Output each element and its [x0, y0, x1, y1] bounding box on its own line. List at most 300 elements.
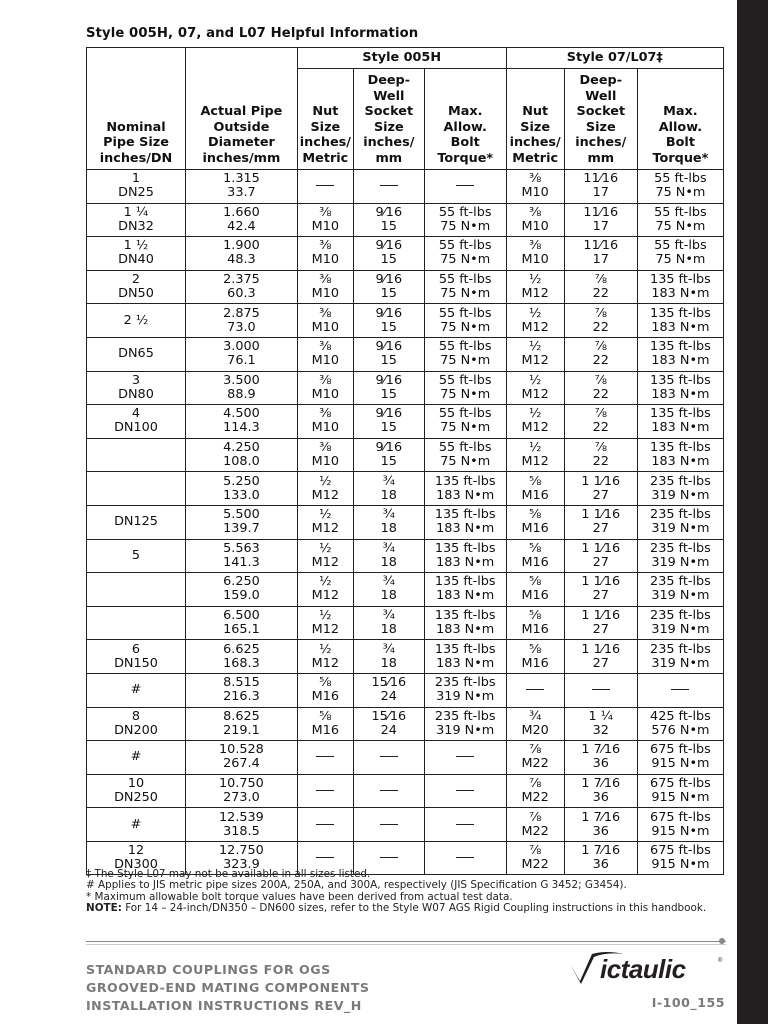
cell-07-socket	[564, 170, 637, 204]
cell-07-torque-primary: 235 ft-lbs	[650, 540, 711, 556]
not-applicable-dash	[316, 857, 334, 858]
cell-07-torque-primary: 675 ft-lbs	[650, 742, 711, 758]
cell-07-socket-primary: ⅞	[594, 440, 607, 456]
table-row	[87, 337, 724, 371]
footnote-l07: ‡ The Style L07 may not be available in all sizes listed.	[86, 868, 371, 880]
cell-005h-torque-secondary: 319 N•m	[436, 722, 495, 738]
header-005h-socket-size: Deep- Well Socket Size inches/ mm	[353, 69, 424, 170]
cell-nominal-size	[87, 539, 186, 573]
cell-07-torque-primary: 135 ft-lbs	[650, 305, 711, 321]
cell-07-torque	[637, 707, 723, 741]
cell-07-torque	[637, 337, 723, 371]
cell-outside-diameter	[185, 606, 297, 640]
cell-005h-torque	[424, 270, 506, 304]
cell-nominal-size	[87, 573, 186, 607]
cell-07-torque	[637, 673, 723, 707]
cell-005h-socket-secondary: 24	[380, 689, 397, 705]
cell-07-socket-secondary: 22	[592, 454, 609, 470]
cell-07-nut	[506, 640, 564, 674]
cell-07-torque-secondary: 75 N•m	[655, 185, 706, 201]
cell-005h-socket	[353, 573, 424, 607]
cell-005h-socket-secondary: 15	[380, 252, 397, 268]
cell-outside-diameter-secondary: 139.7	[223, 521, 260, 537]
cell-outside-diameter	[185, 707, 297, 741]
cell-nominal-size-primary: 12	[127, 843, 145, 859]
cell-nominal-size	[87, 472, 186, 506]
cell-005h-nut-secondary: M10	[311, 386, 339, 402]
cell-07-torque-primary: 425 ft-lbs	[650, 708, 711, 724]
cell-07-socket-primary: 1 1⁄16	[581, 574, 621, 590]
header-nominal-pipe-size: Nominal Pipe Size inches/DN	[87, 48, 186, 170]
table-row	[87, 371, 724, 405]
cell-outside-diameter-secondary: 133.0	[223, 487, 260, 503]
cell-005h-socket-primary: 15⁄16	[371, 675, 407, 691]
cell-07-torque-primary: 55 ft-lbs	[654, 171, 707, 187]
cell-07-nut-primary: ⅜	[528, 204, 542, 220]
cell-005h-torque-secondary: 183 N•m	[436, 655, 495, 671]
cell-07-torque-primary: 235 ft-lbs	[650, 473, 711, 489]
cell-07-socket-secondary: 27	[592, 655, 609, 671]
cell-nominal-size-secondary: DN50	[118, 286, 154, 302]
cell-005h-nut	[297, 472, 353, 506]
cell-outside-diameter-primary: 4.250	[223, 440, 260, 456]
cell-005h-nut	[297, 237, 353, 271]
cell-005h-nut-primary: ½	[319, 608, 332, 624]
cell-07-socket	[564, 774, 637, 808]
cell-outside-diameter-secondary: 165.1	[223, 622, 260, 638]
cell-07-socket-secondary: 22	[592, 420, 609, 436]
cell-07-nut	[506, 170, 564, 204]
cell-07-socket	[564, 673, 637, 707]
cell-outside-diameter	[185, 640, 297, 674]
cell-outside-diameter-primary: 6.500	[223, 608, 260, 624]
not-applicable-dash	[380, 824, 398, 825]
footer-divider-dot	[719, 938, 725, 944]
cell-outside-diameter-secondary: 76.1	[227, 353, 256, 369]
cell-outside-diameter	[185, 237, 297, 271]
cell-005h-torque-primary: 55 ft-lbs	[438, 305, 492, 321]
cell-07-torque-secondary: 319 N•m	[651, 622, 710, 638]
cell-07-nut-primary: ⅞	[528, 843, 542, 859]
cell-005h-nut-primary: ⅜	[319, 440, 332, 456]
cell-005h-nut-primary: ½	[319, 574, 332, 590]
cell-005h-socket	[353, 170, 424, 204]
cell-005h-nut-secondary: M12	[311, 554, 339, 570]
cell-outside-diameter-secondary: 273.0	[223, 789, 260, 805]
cell-07-socket	[564, 539, 637, 573]
cell-005h-nut-secondary: M12	[311, 487, 339, 503]
cell-07-socket	[564, 573, 637, 607]
header-07-bolt-torque: Max. Allow. Bolt Torque*	[637, 69, 723, 170]
cell-005h-socket-primary: 9⁄16	[375, 406, 403, 422]
table-row	[87, 673, 724, 707]
cell-outside-diameter-primary: 1.660	[223, 204, 260, 220]
cell-07-torque	[637, 808, 723, 842]
not-applicable-dash	[671, 689, 689, 690]
cell-outside-diameter-secondary: 267.4	[223, 756, 260, 772]
cell-07-socket-secondary: 36	[592, 823, 609, 839]
cell-07-torque-secondary: 183 N•m	[651, 386, 710, 402]
cell-005h-nut-primary: ½	[319, 540, 332, 556]
cell-07-socket-primary: 1 1⁄16	[581, 507, 621, 523]
svg-text:®: ®	[718, 958, 723, 964]
header-group-style-07-l07: Style 07/L07‡	[506, 48, 723, 69]
not-applicable-dash	[526, 689, 544, 690]
cell-outside-diameter	[185, 673, 297, 707]
cell-outside-diameter	[185, 438, 297, 472]
cell-005h-torque-secondary: 319 N•m	[436, 689, 495, 705]
cell-005h-nut-secondary: M10	[311, 218, 339, 234]
header-07-nut-size: Nut Size inches/ Metric	[506, 69, 564, 170]
cell-07-nut-secondary: M16	[521, 487, 549, 503]
cell-005h-nut	[297, 539, 353, 573]
cell-07-nut	[506, 774, 564, 808]
cell-005h-torque	[424, 741, 506, 775]
footer-line-2: GROOVED-END MATING COMPONENTS	[86, 980, 370, 995]
cell-nominal-size-secondary: DN150	[114, 655, 158, 671]
cell-07-torque	[637, 640, 723, 674]
cell-07-socket	[564, 203, 637, 237]
cell-07-torque-primary: 235 ft-lbs	[650, 574, 711, 590]
cell-nominal-size-secondary: DN65	[118, 346, 154, 362]
cell-07-socket-primary: 11⁄16	[583, 171, 619, 187]
page-number: I-100_155	[651, 995, 725, 1010]
cell-005h-torque	[424, 371, 506, 405]
cell-005h-nut-secondary: M10	[311, 454, 339, 470]
cell-005h-nut-secondary: M12	[311, 622, 339, 638]
cell-07-nut-primary: ⅝	[528, 473, 542, 489]
cell-nominal-size-primary: 4	[131, 406, 141, 422]
cell-outside-diameter-secondary: 42.4	[227, 218, 256, 234]
not-applicable-dash	[316, 824, 334, 825]
cell-07-nut-secondary: M16	[521, 521, 549, 537]
cell-07-nut-secondary: M12	[521, 420, 549, 436]
cell-07-torque	[637, 438, 723, 472]
cell-07-torque	[637, 203, 723, 237]
cell-outside-diameter-primary: 5.500	[223, 507, 260, 523]
cell-07-torque-primary: 135 ft-lbs	[650, 339, 711, 355]
cell-005h-torque	[424, 673, 506, 707]
cell-07-socket	[564, 707, 637, 741]
not-applicable-dash	[380, 756, 398, 757]
cell-005h-torque-secondary: 75 N•m	[440, 386, 491, 402]
svg-text:ictaulic: ictaulic	[600, 954, 686, 984]
cell-07-socket	[564, 640, 637, 674]
cell-07-nut-primary: ⅜	[528, 238, 542, 254]
cell-07-torque-secondary: 319 N•m	[651, 588, 710, 604]
cell-nominal-size	[87, 405, 186, 439]
cell-07-torque-primary: 675 ft-lbs	[650, 843, 711, 859]
not-applicable-dash	[380, 857, 398, 858]
cell-07-socket-primary: 11⁄16	[583, 204, 619, 220]
cell-005h-socket-primary: 9⁄16	[375, 204, 403, 220]
cell-005h-torque-primary: 135 ft-lbs	[434, 641, 496, 657]
cell-005h-socket-secondary: 18	[380, 554, 397, 570]
cell-07-socket	[564, 337, 637, 371]
cell-005h-torque	[424, 170, 506, 204]
cell-07-torque	[637, 405, 723, 439]
cell-nominal-size-primary: #	[130, 682, 142, 698]
cell-07-socket-primary: 1 1⁄16	[581, 473, 621, 489]
cell-07-nut-secondary: M10	[521, 185, 549, 201]
cell-005h-torque	[424, 237, 506, 271]
table-row	[87, 203, 724, 237]
cell-005h-torque	[424, 573, 506, 607]
cell-005h-socket-secondary: 15	[380, 420, 397, 436]
cell-nominal-size-primary: 3	[131, 372, 141, 388]
cell-07-torque	[637, 505, 723, 539]
cell-outside-diameter	[185, 270, 297, 304]
cell-outside-diameter-secondary: 219.1	[223, 722, 260, 738]
table-row	[87, 438, 724, 472]
cell-005h-nut-secondary: M10	[311, 420, 339, 436]
cell-005h-torque	[424, 539, 506, 573]
cell-005h-socket	[353, 371, 424, 405]
cell-outside-diameter-secondary: 73.0	[227, 319, 256, 335]
cell-005h-torque	[424, 774, 506, 808]
cell-outside-diameter	[185, 808, 297, 842]
cell-nominal-size-primary: 2 ½	[123, 312, 149, 328]
cell-07-torque	[637, 170, 723, 204]
cell-005h-socket-secondary: 18	[380, 487, 397, 503]
cell-outside-diameter-secondary: 48.3	[227, 252, 256, 268]
cell-07-socket-secondary: 22	[592, 386, 609, 402]
cell-07-nut-secondary: M20	[521, 722, 549, 738]
cell-outside-diameter-secondary: 33.7	[227, 185, 256, 201]
cell-005h-nut	[297, 573, 353, 607]
cell-005h-socket	[353, 606, 424, 640]
cell-005h-nut-secondary: M12	[311, 655, 339, 671]
cell-07-socket-secondary: 17	[592, 252, 609, 268]
cell-07-socket-secondary: 32	[592, 722, 609, 738]
cell-005h-torque-secondary: 75 N•m	[440, 319, 491, 335]
table-row	[87, 270, 724, 304]
cell-005h-nut-secondary: M12	[311, 521, 339, 537]
cell-07-socket-secondary: 27	[592, 554, 609, 570]
cell-outside-diameter-primary: 5.250	[223, 473, 260, 489]
header-group-style-005h: Style 005H	[297, 48, 506, 69]
cell-005h-socket	[353, 438, 424, 472]
cell-outside-diameter-primary: 10.528	[219, 742, 264, 758]
cell-005h-socket	[353, 237, 424, 271]
cell-005h-nut-secondary: M10	[311, 286, 339, 302]
cell-005h-socket	[353, 774, 424, 808]
cell-005h-socket	[353, 337, 424, 371]
cell-005h-socket-primary: ¾	[382, 507, 396, 523]
cell-005h-torque-secondary: 183 N•m	[436, 521, 495, 537]
cell-07-nut-primary: ⅝	[528, 641, 542, 657]
cell-07-socket-primary: 1 7⁄16	[581, 843, 621, 859]
cell-outside-diameter	[185, 774, 297, 808]
cell-nominal-size-secondary: DN250	[114, 789, 158, 805]
cell-005h-torque-secondary: 75 N•m	[440, 454, 491, 470]
cell-07-nut	[506, 304, 564, 338]
cell-005h-nut	[297, 270, 353, 304]
cell-005h-socket-primary: ¾	[382, 574, 396, 590]
cell-07-nut-secondary: M16	[521, 588, 549, 604]
cell-outside-diameter	[185, 472, 297, 506]
cell-005h-torque	[424, 203, 506, 237]
cell-005h-socket-primary: 9⁄16	[375, 238, 403, 254]
cell-005h-socket	[353, 270, 424, 304]
cell-005h-nut	[297, 640, 353, 674]
cell-005h-socket-primary: 9⁄16	[375, 305, 403, 321]
cell-nominal-size-secondary: DN32	[118, 218, 154, 234]
cell-07-torque-secondary: 915 N•m	[651, 789, 710, 805]
cell-07-nut	[506, 606, 564, 640]
cell-005h-torque	[424, 808, 506, 842]
cell-outside-diameter-primary: 12.750	[219, 843, 264, 859]
cell-outside-diameter-secondary: 323.9	[223, 857, 260, 873]
not-applicable-dash	[592, 689, 610, 690]
cell-outside-diameter	[185, 405, 297, 439]
cell-005h-nut-primary: ½	[319, 641, 332, 657]
cell-07-nut-secondary: M12	[521, 353, 549, 369]
cell-outside-diameter-secondary: 108.0	[223, 454, 260, 470]
table-row	[87, 741, 724, 775]
cell-outside-diameter-secondary: 60.3	[227, 286, 256, 302]
cell-07-torque-secondary: 319 N•m	[651, 521, 710, 537]
cell-005h-nut	[297, 673, 353, 707]
cell-005h-torque-primary: 235 ft-lbs	[434, 675, 496, 691]
cell-outside-diameter	[185, 573, 297, 607]
cell-07-torque	[637, 270, 723, 304]
cell-005h-nut	[297, 707, 353, 741]
cell-005h-nut-secondary: M10	[311, 252, 339, 268]
cell-07-socket	[564, 606, 637, 640]
cell-outside-diameter	[185, 371, 297, 405]
cell-005h-socket-primary: ¾	[382, 540, 396, 556]
cell-005h-socket-primary: 9⁄16	[375, 339, 403, 355]
cell-outside-diameter-primary: 4.500	[223, 406, 260, 422]
cell-005h-socket-primary: 15⁄16	[371, 708, 407, 724]
cell-07-torque-secondary: 915 N•m	[651, 823, 710, 839]
cell-005h-nut	[297, 438, 353, 472]
cell-07-torque	[637, 237, 723, 271]
table-row	[87, 808, 724, 842]
cell-005h-socket-secondary: 15	[380, 319, 397, 335]
page-edge-bar	[737, 0, 768, 1024]
cell-005h-socket-secondary: 15	[380, 353, 397, 369]
cell-nominal-size	[87, 741, 186, 775]
cell-07-socket	[564, 371, 637, 405]
cell-005h-socket-secondary: 15	[380, 286, 397, 302]
cell-nominal-size	[87, 673, 186, 707]
cell-07-nut-secondary: M12	[521, 454, 549, 470]
cell-07-nut-primary: ¾	[528, 708, 542, 724]
cell-005h-nut-primary: ⅜	[319, 406, 332, 422]
cell-nominal-size-secondary: DN125	[114, 514, 158, 530]
cell-nominal-size-primary: 6	[131, 641, 141, 657]
cell-07-socket-secondary: 27	[592, 487, 609, 503]
cell-005h-socket	[353, 741, 424, 775]
cell-005h-torque	[424, 505, 506, 539]
cell-005h-torque-secondary: 75 N•m	[440, 353, 491, 369]
cell-07-torque-secondary: 183 N•m	[651, 286, 710, 302]
cell-07-socket	[564, 270, 637, 304]
cell-07-nut	[506, 237, 564, 271]
cell-005h-torque-primary: 55 ft-lbs	[438, 238, 492, 254]
cell-07-socket-primary: ⅞	[594, 305, 607, 321]
cell-005h-nut	[297, 203, 353, 237]
cell-07-torque-primary: 135 ft-lbs	[650, 272, 711, 288]
cell-005h-socket-primary: ¾	[382, 608, 396, 624]
cell-07-torque-secondary: 183 N•m	[651, 319, 710, 335]
cell-nominal-size-secondary: DN300	[114, 857, 158, 873]
cell-07-nut	[506, 741, 564, 775]
cell-07-nut	[506, 438, 564, 472]
cell-07-nut-secondary: M22	[521, 823, 549, 839]
cell-005h-torque	[424, 707, 506, 741]
not-applicable-dash	[456, 857, 474, 858]
table-row	[87, 472, 724, 506]
cell-07-torque-secondary: 915 N•m	[651, 756, 710, 772]
cell-005h-nut-primary: ⅜	[319, 305, 332, 321]
cell-005h-socket	[353, 808, 424, 842]
cell-07-socket	[564, 808, 637, 842]
cell-nominal-size	[87, 640, 186, 674]
cell-outside-diameter-primary: 8.515	[223, 675, 260, 691]
cell-07-nut	[506, 539, 564, 573]
cell-07-nut	[506, 505, 564, 539]
cell-005h-socket	[353, 707, 424, 741]
cell-07-torque-primary: 235 ft-lbs	[650, 641, 711, 657]
cell-07-socket-primary: ⅞	[594, 339, 607, 355]
cell-outside-diameter-secondary: 88.9	[227, 386, 256, 402]
footnote-note	[86, 903, 726, 914]
cell-outside-diameter-primary: 2.875	[223, 305, 260, 321]
cell-07-nut-secondary: M22	[521, 857, 549, 873]
cell-07-nut-primary: ½	[528, 440, 542, 456]
cell-005h-nut-primary: ⅜	[319, 204, 332, 220]
cell-07-torque	[637, 606, 723, 640]
cell-outside-diameter-secondary: 318.5	[223, 823, 260, 839]
not-applicable-dash	[316, 790, 334, 791]
cell-nominal-size	[87, 337, 186, 371]
cell-outside-diameter-primary: 8.625	[223, 708, 260, 724]
cell-005h-socket	[353, 472, 424, 506]
cell-07-nut-secondary: M22	[521, 756, 549, 772]
cell-005h-torque	[424, 606, 506, 640]
cell-nominal-size-primary: 5	[131, 547, 141, 563]
cell-005h-torque	[424, 337, 506, 371]
cell-005h-torque-primary: 55 ft-lbs	[438, 440, 492, 456]
cell-07-nut-primary: ⅝	[528, 507, 542, 523]
cell-005h-torque-primary: 135 ft-lbs	[434, 608, 496, 624]
cell-outside-diameter-primary: 6.250	[223, 574, 260, 590]
cell-005h-nut-primary: ⅝	[319, 708, 332, 724]
cell-07-nut-primary: ⅞	[528, 742, 542, 758]
page-title: Style 005H, 07, and L07 Helpful Information	[86, 26, 419, 41]
cell-outside-diameter-secondary: 216.3	[223, 689, 260, 705]
cell-005h-torque-primary: 55 ft-lbs	[438, 204, 492, 220]
cell-nominal-size-primary: 2	[131, 272, 141, 288]
cell-005h-torque-primary: 55 ft-lbs	[438, 406, 492, 422]
cell-005h-torque-secondary: 183 N•m	[436, 554, 495, 570]
cell-07-socket-secondary: 17	[592, 218, 609, 234]
cell-07-nut	[506, 203, 564, 237]
cell-07-torque-primary: 55 ft-lbs	[654, 238, 707, 254]
cell-nominal-size-secondary: DN200	[114, 722, 158, 738]
table-body	[87, 170, 724, 875]
cell-nominal-size	[87, 270, 186, 304]
cell-005h-torque-primary: 135 ft-lbs	[434, 540, 496, 556]
cell-005h-torque	[424, 304, 506, 338]
footer-line-3: INSTALLATION INSTRUCTIONS REV_H	[86, 998, 362, 1013]
cell-nominal-size	[87, 438, 186, 472]
cell-005h-torque-primary: 55 ft-lbs	[438, 272, 492, 288]
cell-07-torque-secondary: 915 N•m	[651, 857, 710, 873]
